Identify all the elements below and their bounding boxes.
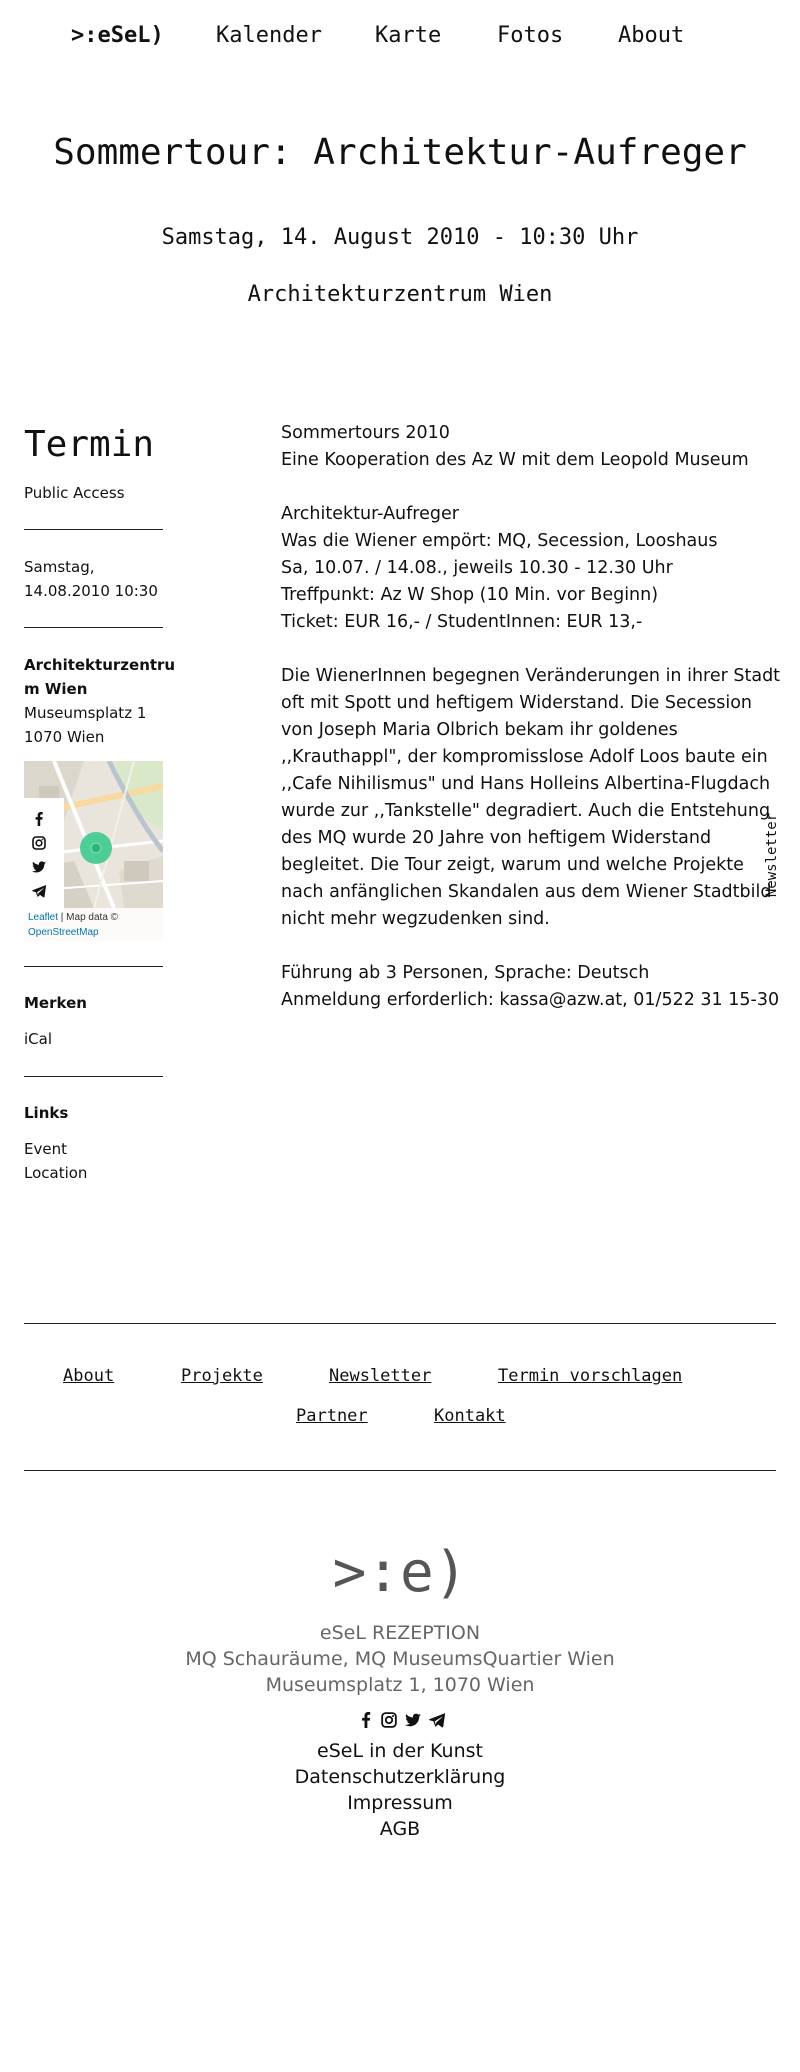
- footer-link-datenschutz[interactable]: Datenschutzerklärung: [294, 1766, 506, 1788]
- top-navigation: [0, 20, 800, 52]
- map-attribution-text: | Map data ©: [58, 912, 119, 923]
- description-paragraph-2: Architektur-Aufreger Was die Wiener empört: MQ, Secession, Looshaus Sa, 10.07. / 14.08., jeweils 10.30 - 12.30 Uhr Treffpunkt: Az W Shop (10 Min. vor Beginn) Ticket: EUR 16,- / StudentInnen: EUR 13,-: [281, 504, 718, 632]
- event-description: [281, 420, 786, 1041]
- site-logo-link[interactable]: >:eSeL): [71, 23, 164, 48]
- merken-heading: Merken: [24, 994, 87, 1012]
- nav-fotos[interactable]: Fotos: [497, 23, 564, 48]
- footer-social-icons: [358, 1712, 448, 1730]
- map-marker-icon[interactable]: [90, 842, 102, 854]
- divider: [24, 966, 163, 967]
- map-attribution: [24, 908, 163, 941]
- access-label: Public Access: [24, 484, 125, 502]
- footer-nav-partner[interactable]: Partner: [296, 1406, 368, 1426]
- facebook-icon[interactable]: [358, 1712, 374, 1728]
- nav-about[interactable]: About: [618, 23, 685, 48]
- newsletter-tab-label: Newsletter: [764, 812, 780, 898]
- termin-heading: Termin: [24, 424, 155, 465]
- newsletter-side-tab[interactable]: [758, 810, 786, 900]
- event-datetime: Samstag, 14. August 2010 - 10:30 Uhr: [161, 225, 639, 250]
- telegram-icon[interactable]: [32, 884, 46, 898]
- divider: [24, 627, 163, 628]
- twitter-icon[interactable]: [32, 860, 46, 874]
- address-line-1: Museumsplatz 1: [24, 704, 147, 722]
- nav-kalender[interactable]: Kalender: [216, 23, 322, 48]
- footer-link-impressum[interactable]: Impressum: [347, 1792, 453, 1814]
- footer-bottom-divider: [24, 1470, 776, 1471]
- divider: [24, 529, 163, 530]
- description-paragraph-1: Sommertours 2010 Eine Kooperation des Az W mit dem Leopold Museum: [281, 423, 749, 470]
- footer-nav-projekte[interactable]: Projekte: [181, 1366, 263, 1386]
- date-line-2: 14.08.2010 10:30: [24, 582, 158, 600]
- event-link[interactable]: Event: [24, 1140, 67, 1158]
- telegram-icon[interactable]: [429, 1712, 445, 1728]
- twitter-icon[interactable]: [405, 1712, 421, 1728]
- address-line-2: 1070 Wien: [24, 728, 105, 746]
- event-venue: Architekturzentrum Wien: [247, 282, 553, 307]
- location-link[interactable]: Location: [24, 1164, 88, 1182]
- share-bar: [24, 798, 64, 912]
- footer-nav-termin-vorschlagen[interactable]: Termin vorschlagen: [498, 1366, 683, 1386]
- footer-rezeption: eSeL REZEPTION: [319, 1622, 481, 1644]
- location-name-line-2[interactable]: m Wien: [24, 680, 88, 698]
- instagram-icon[interactable]: [381, 1712, 397, 1728]
- ical-link[interactable]: iCal: [24, 1030, 53, 1048]
- footer-nav-kontakt[interactable]: Kontakt: [434, 1406, 506, 1426]
- event-title: Sommertour: Architektur-Aufreger: [53, 132, 747, 173]
- description-paragraph-4: Führung ab 3 Personen, Sprache: Deutsch Anmeldung erforderlich: kassa@azw.at, 01/522 31 15-30: [281, 963, 780, 1010]
- footer-link-esel-in-der-kunst[interactable]: eSeL in der Kunst: [317, 1740, 483, 1762]
- footer-logo[interactable]: >:e): [332, 1540, 468, 1605]
- links-heading: Links: [24, 1104, 69, 1122]
- instagram-icon[interactable]: [32, 836, 46, 850]
- date-line-1: Samstag,: [24, 558, 95, 576]
- divider: [24, 1076, 163, 1077]
- openstreetmap-link[interactable]: OpenStreetMap: [28, 927, 99, 938]
- footer-nav-about[interactable]: About: [63, 1366, 115, 1386]
- location-name-line-1[interactable]: Architekturzentru: [24, 656, 176, 674]
- nav-karte[interactable]: Karte: [375, 23, 442, 48]
- description-paragraph-3: Die WienerInnen begegnen Veränderungen in ihrer Stadt oft mit Spott und heftigem Widerstand. Die Secession von Joseph Maria Olbrich bekam ihr goldenes ,,Krauthappl", der kompromisslose Adolf Loos baute ein ,,Cafe Nihilismus" und Hans Holleins Albertina-Flugdach wurde zur ,,Tankstelle" degradiert. Auch die Entstehung des MQ wurde 20 Jahre von heftigem Widerstand begleitet. Die Tour zeigt, warum und welche Projekte nach anfänglichen Skandalen aus dem Wiener Stadtbild nicht mehr wegzudenken sind.: [281, 666, 781, 929]
- footer-address-line-1: MQ Schauräume, MQ MuseumsQuartier Wien: [185, 1648, 615, 1670]
- footer-nav-newsletter[interactable]: Newsletter: [329, 1366, 432, 1386]
- facebook-icon[interactable]: [32, 812, 46, 826]
- footer-top-divider: [24, 1323, 776, 1324]
- leaflet-link[interactable]: Leaflet: [28, 912, 59, 923]
- footer-link-agb[interactable]: AGB: [379, 1818, 421, 1840]
- footer-address-line-2: Museumsplatz 1, 1070 Wien: [265, 1674, 535, 1696]
